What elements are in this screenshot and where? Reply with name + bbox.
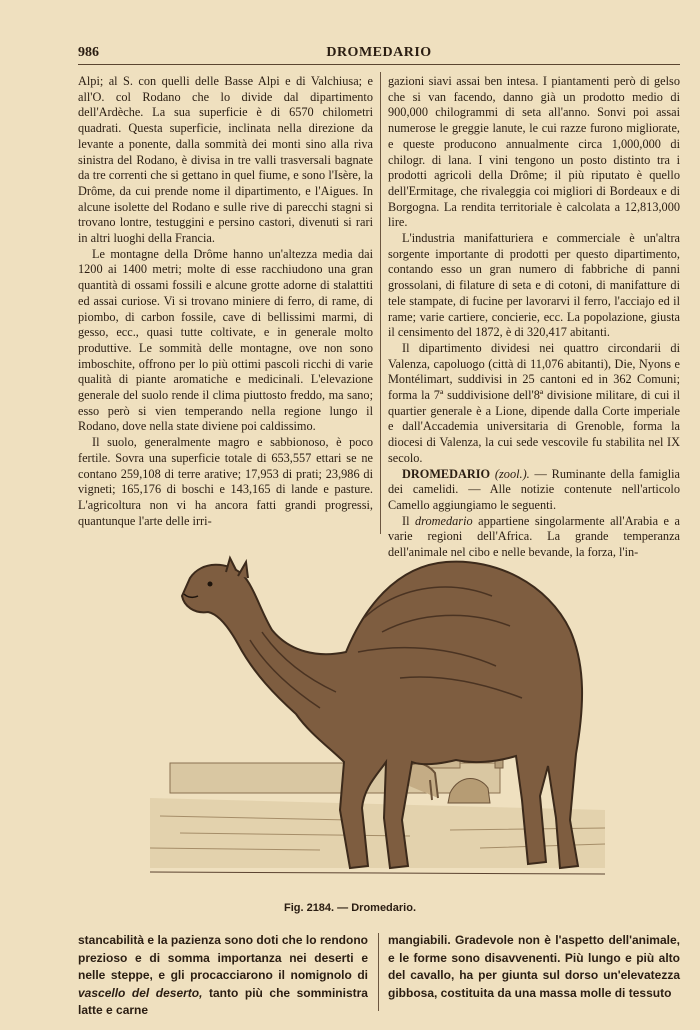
column-divider — [378, 933, 379, 1011]
right-column — [388, 74, 680, 561]
page-header — [78, 44, 680, 65]
entry-paragraph — [388, 467, 680, 514]
italic-phrase: vascello del deserto, — [78, 985, 203, 1000]
figure-caption: Fig. 2184. — Dromedario. — [283, 902, 417, 914]
text-span: Il — [402, 513, 416, 528]
text-span: stancabilità e la pazienza sono doti che lo rendono prezioso e di somma importanza nei deserti e nelle steppe, e gli procacciarono il nomignolo di — [78, 933, 368, 982]
paragraph: gazioni siavi assai ben intesa. I piantamenti però di gelso che si van facendo, danno già un prodotto medio di 900,000 chilogrammi di seta all'anno. Sonvi poi assai numerose le greggie lanute, le cui razze furono migliorate, e queste producono annualmente circa 1,000,000 di chilogr. di lana. I vini tengono un posto distinto tra i prodotti agricoli della Drôme; il più riputato è quello dell'Ermitage, che rivaleggia coi migliori di Bordeaux e di Borgogna. La rendita territoriale è calcolata a 12,813,000 lire. — [388, 74, 680, 230]
italic-term: dromedario — [415, 513, 473, 528]
dromedary-engraving — [150, 548, 605, 900]
bottom-right-column — [388, 932, 680, 1002]
bottom-left-column — [78, 932, 368, 1020]
paragraph: Alpi; al S. con quelli delle Basse Alpi e di Valchiusa; e all'O. col Rodano che lo divide dal dipartimento dell'Ardèche. La sua superficie è di 6570 chilometri quadrati. Questa superficie, inclinata nella direzione da levante a ponente, dalla sommità dei monti sino alla riva sinistra del Rodano, è divisa in tre valli trasversali bagnate da tre correnti che si gettano in quel fiume, e sono l'Isère, la Drôme, da cui prende nome il dipartimento, e l'Aigues. In alcune isolette del Rodano e sulle rive di parecchi stagni si trovano lontre, testuggini e persino castori, divenuti si rari in altri luoghi della Francia. — [78, 74, 373, 246]
page-number: 986 — [78, 45, 99, 60]
entry-definition: — Ruminante della famiglia dei camelidi. — Alle notizie contenute nell'articolo Camello aggiungiamo le seguenti. — [388, 466, 680, 512]
running-title: DROMEDARIO — [326, 45, 432, 60]
paragraph: Le montagne della Drôme hanno un'altezza media dai 1200 ai 1400 metri; molte di esse racchiudono una gran quantità di ossami fossili e alcune grotte adorne di stalattiti ed assai curiose. Vi si trovano miniere di ferro, di rame, di piombo, di carbon fossile, cave di bellissimi marmi, di gesso, ecc., quasi tutte coltivate, e in generale molto produttive. Le sommità delle montagne, ove non sono imboschite, offrono per lo più ottimi pascoli ricchi di varie qualità di piante aromatiche e medicinali. L'elevazione generale del suolo rende il clima piuttosto freddo, ma sano; esso però si vien temperando nella regione lungo il Rodano, dove nella state diviene poi caldissimo. — [78, 246, 373, 434]
entry-abbreviation: (zool.). — [494, 466, 530, 481]
entry-term: DROMEDARIO — [402, 466, 491, 481]
paragraph: Il dipartimento dividesi nei quattro circondarii di Valenza, capoluogo (città di 11,076 abitanti), Die, Nyons e Montélimart, suddivisi in 25 cantoni ed in 362 Comuni; forma la 7ª suddivisione dell'8ª divisione militare, di cui il quartier generale è a Lione, dipende dalla Corte imperiale e dall'Accademia universitaria di Grenoble, forma la diocesi di Valenza, la cui sede vescovile fu stabilita nel IX secolo. — [388, 340, 680, 465]
paragraph: Il suolo, generalmente magro e sabbionoso, è poco fertile. Sovra una superficie totale di 653,557 ettari se ne contano 259,108 di terre arative; 17,953 di prati; 23,986 di vigneti; 165,176 di boschi e 143,165 di lande e pasture. L'agricoltura non vi ha ancora fatti grandi progressi, quantunque l'arte delle irri- — [78, 435, 373, 528]
paragraph — [78, 932, 368, 1020]
text-span: appartiene singolarmente all'Arabia e a varie regioni dell'Africa. La grande temperanza dell'animale nel cibo e nelle bevande, la forza, l'in- — [388, 513, 680, 560]
text-span: tanto più che somministra latte e carne — [78, 985, 368, 1017]
column-divider — [380, 72, 381, 534]
paragraph: L'industria manifatturiera e commerciale è un'altra sorgente importante di prodotti per questo dipartimento, contando esso un gran numero di fabbriche di panni grossolani, di filature di seta e di cotoni, di manifatture di tele stampate, di fucine per lavorarvi il ferro, l'acciajo ed il rame; varie cartiere, concierie, ecc. La popolazione, giusta il censimento del 1872, è di 320,417 abitanti. — [388, 231, 680, 340]
left-column — [78, 74, 373, 529]
paragraph: mangiabili. Gradevole non è l'aspetto dell'animale, e le forme sono disavvenenti. Più lungo e più alto del cavallo, ha per giunta sul dorso un'elevatezza gibbosa, costituita da una massa molle di tessuto — [388, 933, 680, 1000]
